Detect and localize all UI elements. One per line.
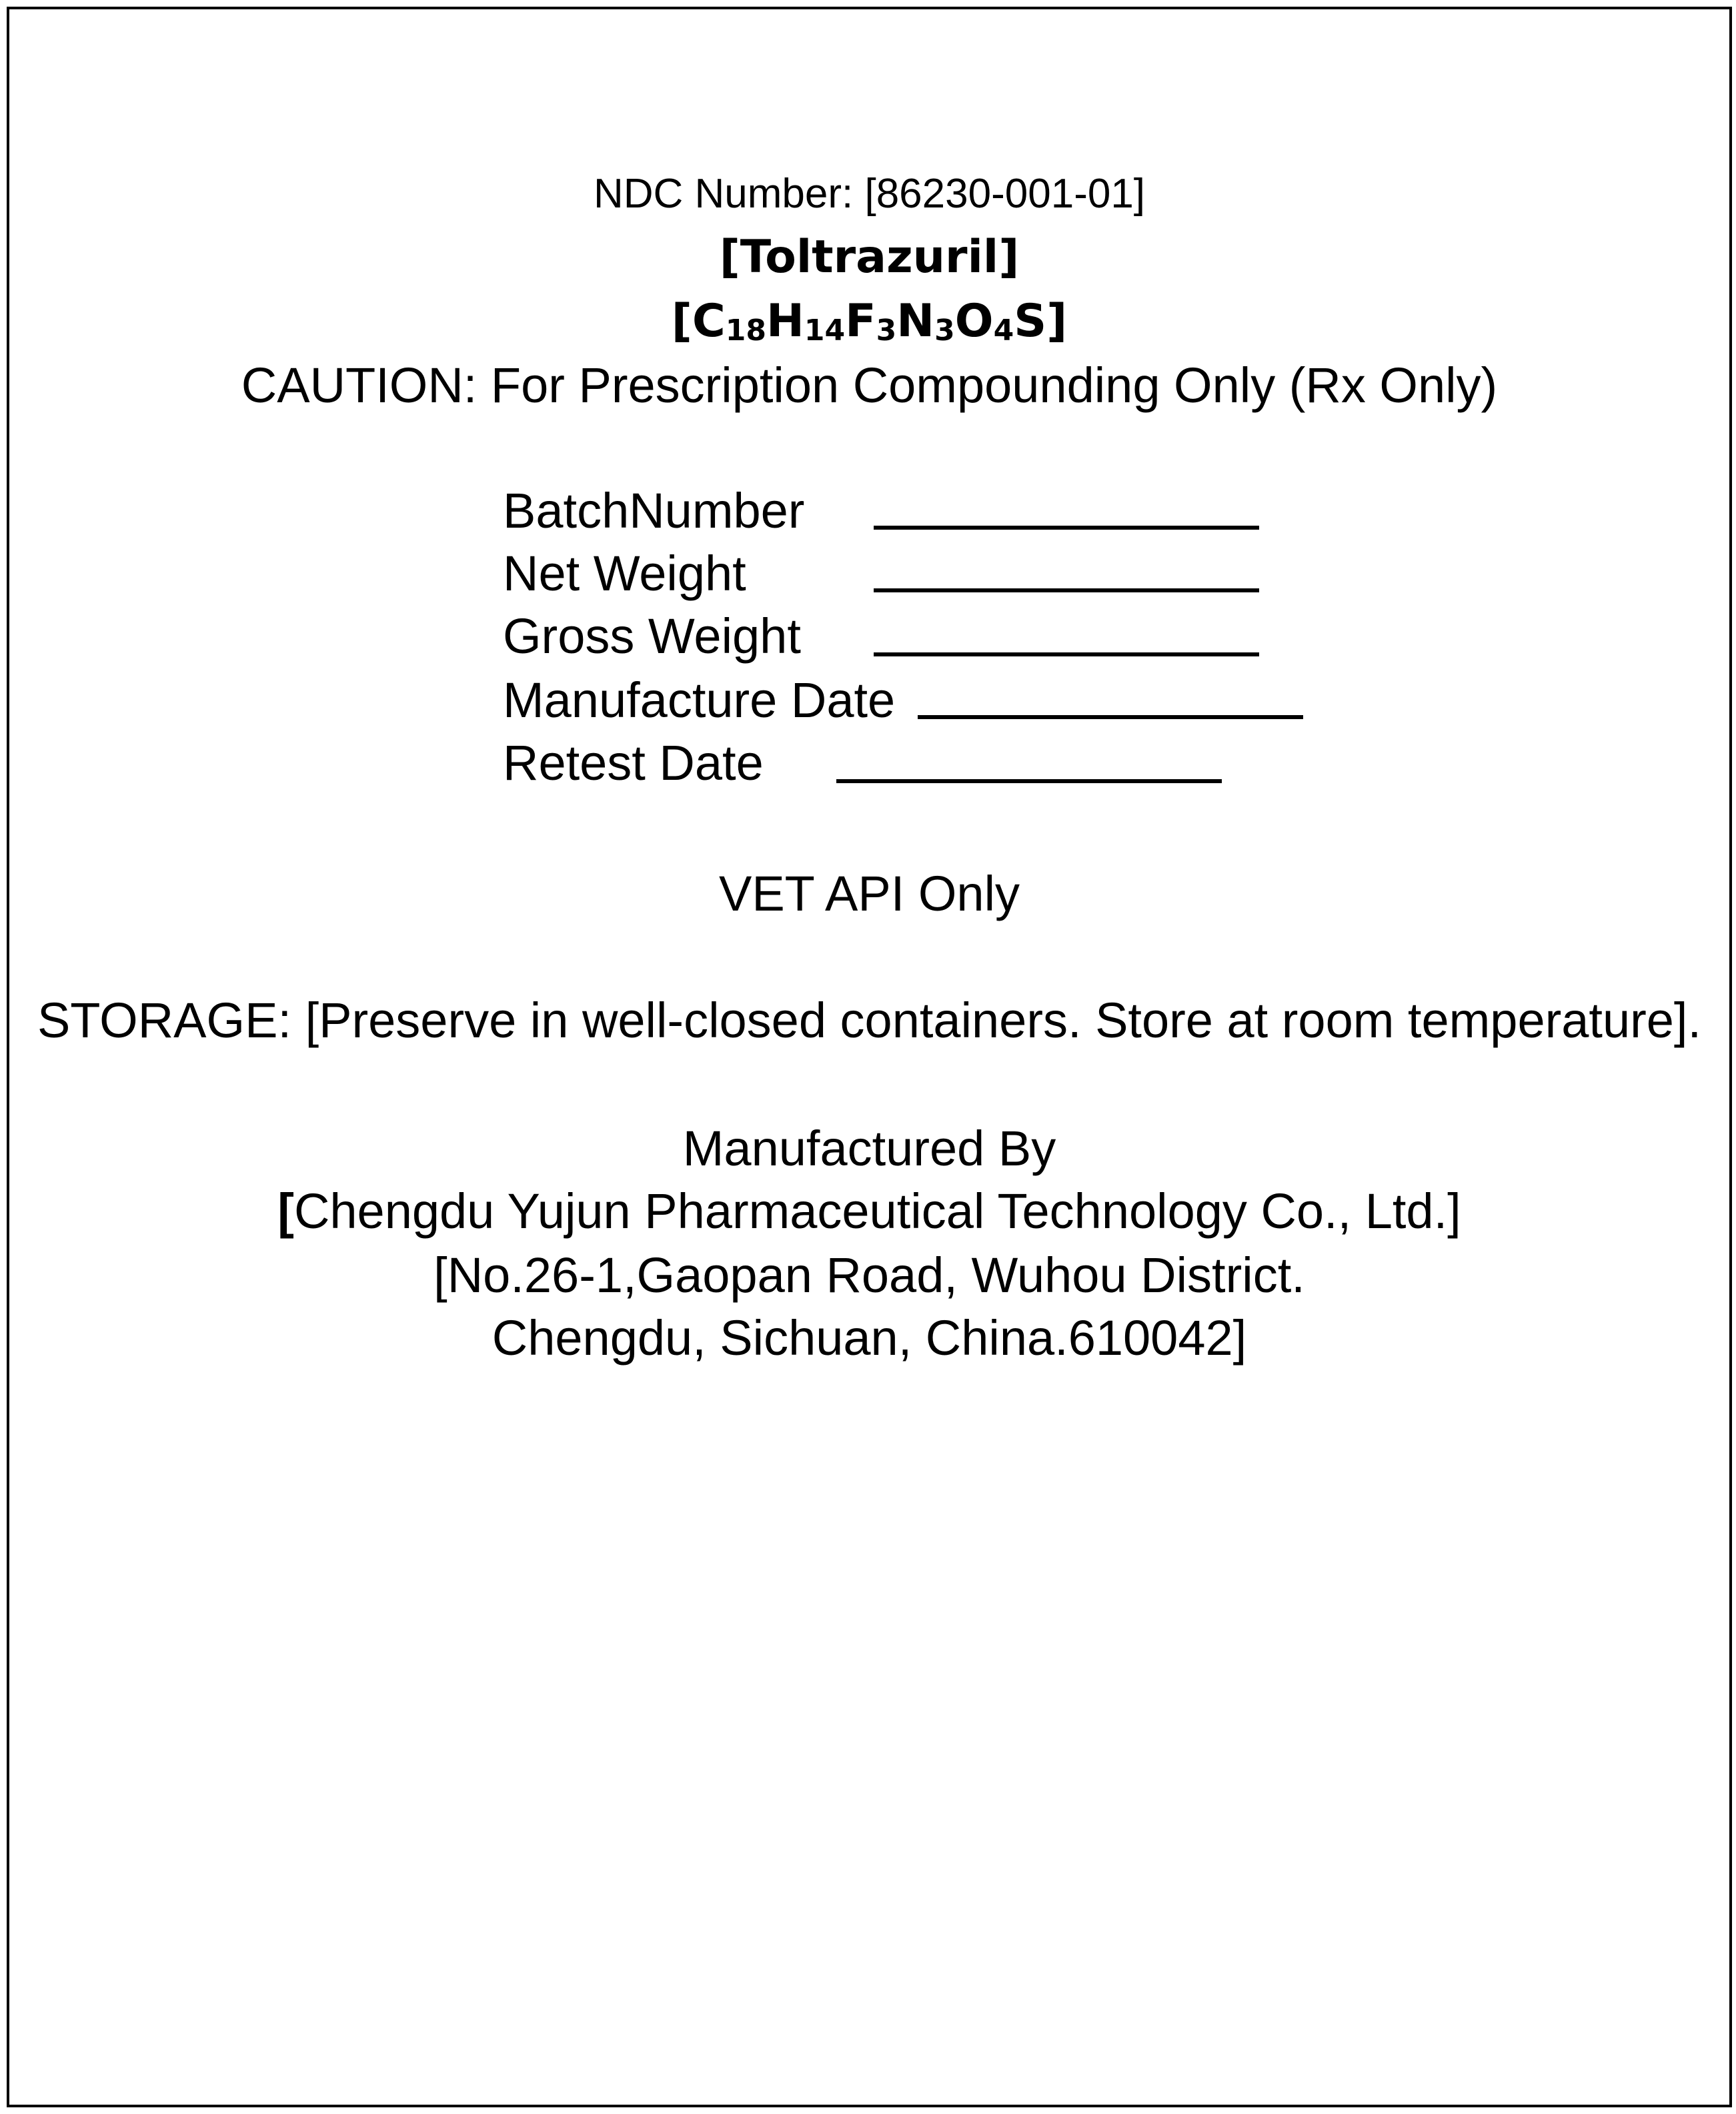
formula-n-f: 3	[876, 314, 897, 348]
address-line-2: Chengdu, Sichuan, China.610042]	[492, 1310, 1247, 1366]
formula-close-bracket: ]	[1046, 295, 1068, 348]
formula-n-c: 18	[725, 314, 766, 348]
formula-open-bracket: [	[671, 295, 692, 348]
gross-weight-blank	[874, 652, 1259, 656]
manufacture-date-blank	[918, 715, 1303, 719]
formula-el-s: S	[1014, 295, 1047, 348]
manufacturer-open-bracket: [	[277, 1183, 294, 1239]
net-weight-label: Net Weight	[503, 546, 746, 601]
vet-api-notice: VET API Only	[718, 866, 1020, 921]
manufactured-by-heading: Manufactured By	[682, 1121, 1056, 1176]
formula-n-h: 14	[804, 314, 846, 348]
batch-number-label: BatchNumber	[503, 483, 805, 538]
caution-statement: CAUTION: For Prescription Compounding Only (Rx Only)	[241, 358, 1498, 413]
formula-el-n: N	[896, 295, 935, 348]
manufacturer-name-text: Chengdu Yujun Pharmaceutical Technology Co., Ltd.]	[293, 1183, 1461, 1239]
retest-date-blank	[836, 779, 1222, 783]
address-line-1: [No.26-1,Gaopan Road, Wuhou District.	[433, 1247, 1305, 1303]
storage-instructions: STORAGE: [Preserve in well-closed containers. Store at room temperature].	[37, 993, 1702, 1048]
manufacturer-name	[9, 1178, 1729, 1245]
formula-n-n: 3	[934, 314, 955, 348]
formula-el-f: F	[845, 295, 876, 348]
batch-number-blank	[874, 526, 1259, 530]
retest-date-label: Retest Date	[503, 735, 764, 790]
chemical-formula	[9, 290, 1729, 354]
label-frame	[7, 7, 1732, 2107]
net-weight-blank	[874, 588, 1259, 592]
formula-el-o: O	[954, 295, 994, 348]
manufacture-date-label: Manufacture Date	[503, 672, 896, 728]
gross-weight-label: Gross Weight	[503, 608, 801, 664]
product-name: [Toltrazuril]	[719, 231, 1020, 284]
formula-el-h: H	[766, 295, 804, 348]
ndc-number: NDC Number: [86230-001-01]	[593, 171, 1146, 217]
formula-n-o: 4	[993, 314, 1014, 348]
formula-el-c: C	[692, 295, 726, 348]
